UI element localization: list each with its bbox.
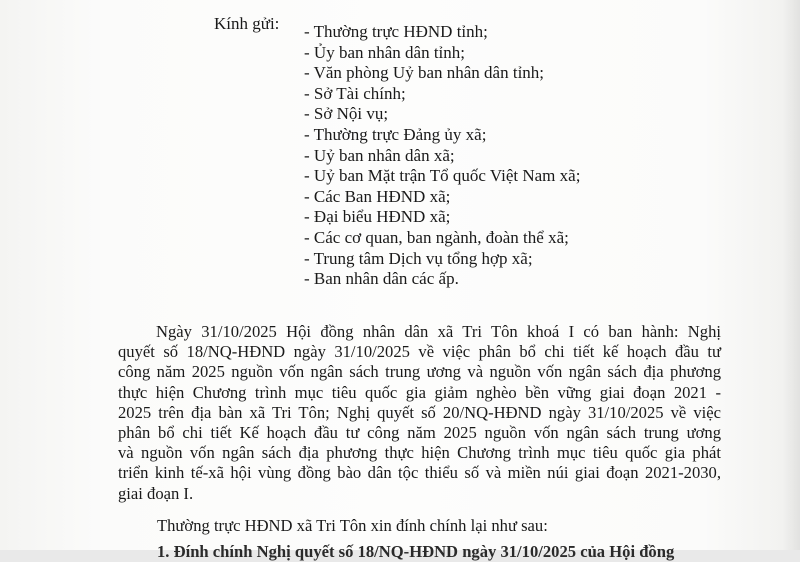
recipient-item: - Thường trực Đảng ủy xã;: [304, 124, 487, 144]
recipient-item: - Các cơ quan, ban ngành, đoàn thể xã;: [304, 227, 569, 247]
recipient-item: - Các Ban HĐND xã;: [304, 186, 451, 206]
body-line: và nguồn vốn ngân sách địa phương thực hiện Chương trình mục tiêu quốc gia phát: [118, 443, 721, 463]
recipient-item: - Văn phòng Uỷ ban nhân dân tỉnh;: [304, 63, 545, 83]
body-line: Ngày 31/10/2025 Hội đồng nhân dân xã Tri Tôn khoá I có ban hành: Nghị: [156, 322, 721, 341]
recipient-item: - Uỷ ban nhân dân xã;: [304, 145, 455, 165]
body-line: triển kinh tế-xã hội vùng đồng bào dân tộc thiểu số và miền núi giai đoạn 2021-2030,: [118, 463, 721, 483]
recipient-list: [304, 22, 580, 290]
correction-item-heading: 1. Đính chính Nghị quyết số 18/NQ-HĐND ngày 31/10/2025 của Hội đồng: [157, 542, 675, 561]
body-line: 2025 trên địa bàn xã Tri Tôn; Nghị quyết số 20/NQ-HĐND ngày 31/10/2025 về việc: [118, 402, 721, 422]
body-line: thực hiện Chương trình mục tiêu quốc gia giảm nghèo bền vững giai đoạn 2021 -: [118, 382, 721, 402]
recipient-item: - Thường trực HĐND tỉnh;: [304, 22, 488, 41]
salutation-label: Kính gửi:: [214, 14, 280, 33]
recipient-item: - Trung tâm Dịch vụ tổng hợp xã;: [304, 248, 533, 268]
recipient-item: - Uỷ ban Mặt trận Tổ quốc Việt Nam xã;: [304, 166, 581, 186]
recipient-item: - Sở Tài chính;: [304, 83, 406, 103]
recipient-item: - Ban nhân dân các ấp.: [304, 269, 459, 289]
body-line: phân bổ chi tiết Kế hoạch đầu tư công năm 2025 nguồn vốn ngân sách trung ương: [118, 423, 721, 443]
recipient-item: - Sở Nội vụ;: [304, 104, 389, 124]
recipient-item: - Đại biểu HĐND xã;: [304, 207, 451, 227]
body-line: giai đoạn I.: [118, 483, 194, 503]
body-line: quyết số 18/NQ-HĐND ngày 31/10/2025 về việc phân bổ chi tiết kế hoạch đầu tư: [118, 342, 721, 362]
page-edge-shadow: [782, 0, 800, 550]
body-line: công năm 2025 nguồn vốn ngân sách trung ương và nguồn vốn ngân sách địa phương: [118, 362, 721, 382]
correction-intro: Thường trực HĐND xã Tri Tôn xin đính chính lại như sau:: [157, 516, 548, 535]
body-paragraph: [118, 322, 721, 504]
recipient-item: - Ủy ban nhân dân tỉnh;: [304, 42, 465, 62]
